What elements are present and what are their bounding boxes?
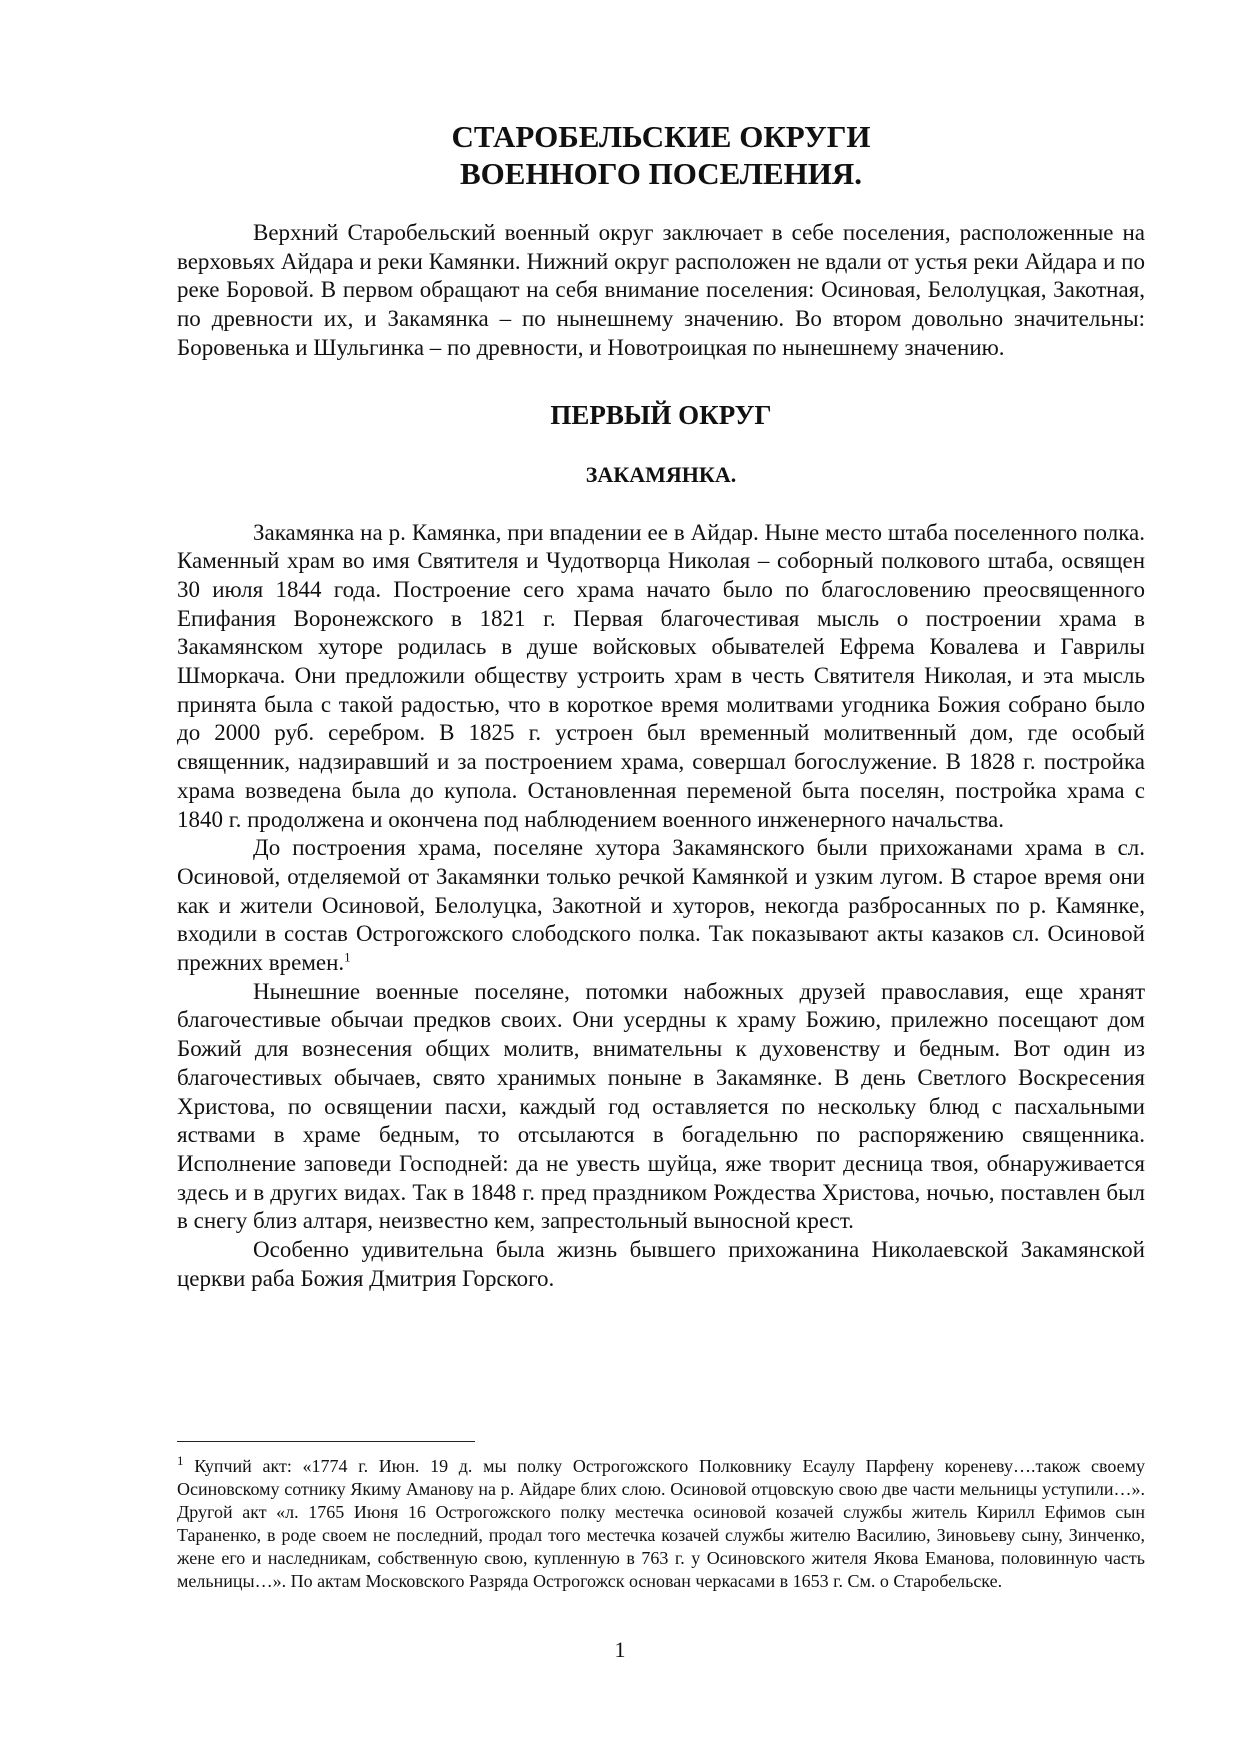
footnote-reference[interactable]: 1	[344, 949, 351, 965]
footnote-text: Купчий акт: «1774 г. Июн. 19 д. мы полку Острогожского Полковнику Есаулу Парфену кореневу….також своему Осиновскому сотнику Якиму Аманову на р. Айдаре блих слою. Осиновой отцовскую свою две части мельницы уступили…». Другой акт «л. 1765 Июня 16 Острогожского полку местечка осиновой козачей службы житель Кирилл Ефимов сын Тараненко, в роде своем не последний, продал того местечка козачей службы жителю Василию, Зиновьеву сыну, Зинченко, жене его и наследникам, собственную свою, купленную в 763 г. у Осиновского жителя Якова Еманова, половинную часть мельницы…». По актам Московского Разряда Острогожск основан черкасами в 1653 г. См. о Старобельске.	[177, 1456, 1145, 1591]
title-line-2: ВОЕННОГО ПОСЕЛЕНИЯ.	[459, 156, 863, 191]
intro-paragraph: Верхний Старобельский военный округ заключает в себе поселения, расположенные на верховьях Айдара и реки Камянки. Нижний округ расположен не вдали от устья реки Айдара и по реке Боровой. В первом обращают на себя внимание поселения: Осиновая, Белолуцкая, Закотная, по древности их, и Закамянка – по нынешнему значению. Во втором довольно значительны: Боровенька и Шульгинка – по древности, и Новотроицкая по нынешнему значению.	[177, 220, 1145, 360]
subsection-title: ЗАКАМЯНКА.	[585, 461, 737, 487]
paragraph-2-text: До построения храма, поселяне хутора Закамянского были прихожанами храма в сл. Осиновой, отделяемой от Закамянки только речкой Камянкой и узким лугом. В старое время они как и жители Осиновой, Белолуцка, Закотной и хуторов, некогда разбросанных по р. Камянке, входили в состав Острогожского слободского полка. Так показывают акты казаков сл. Осиновой прежних времен.	[177, 835, 1145, 976]
paragraph-2	[177, 834, 1145, 978]
page-body	[177, 118, 1145, 1294]
document-title	[177, 118, 1145, 192]
paragraph-3: Нынешние военные поселяне, потомки набожных друзей православия, еще хранят благочестивые обычаи предков своих. Они усердны к храму Божию, прилежно посещают дом Божий для вознесения общих молитв, внимательны к духовенству и бедным. Вот один из благочестивых обычаев, свято хранимых поныне в Закамянке. В день Светлого Воскресения Христова, по освящении пасхи, каждый год оставляется по нескольку блюд с пасхальными яствами в храме бедным, то отсылаются в богадельню по распоряжению священника. Исполнение заповеди Господней: да не увесть шуйца, яже творит десница твоя, обнаруживается здесь и в других видах. Так в 1848 г. пред праздником Рождества Христова, ночью, поставлен был в снегу близ алтаря, неизвестно кем, запрестольный выносной крест.	[177, 978, 1145, 1234]
footnote	[177, 1455, 1145, 1593]
paragraph-1: Закамянка на р. Камянка, при впадении ее в Айдар. Ныне место штаба поселенного полка. Каменный храм во имя Святителя и Чудотворца Николая – соборный полкового штаба, освящен 30 июля 1844 года. Построение сего храма начато было по благословению преосвященного Епифания Воронежского в 1821 г. Первая благочестивая мысль о построении храма в Закамянском хуторе родилась в душе войсковых обывателей Ефрема Ковалева и Гаврилы Шморкача. Они предложили обществу устроить храм в честь Святителя Николая, и эта мысль принята была с такой радостью, что в короткое время молитвами угодника Божия собрано было до 2000 руб. серебром. В 1825 г. устроен был временный молитвенный дом, где особый священник, надзиравший и за построением храма, совершал богослужение. В 1828 г. постройка храма возведена была до купола. Остановленная переменой быта поселян, постройка храма с 1840 г. продолжена и окончена под наблюдением военного инженерного начальства.	[177, 519, 1145, 832]
title-line-1: СТАРОБЕЛЬСКИЕ ОКРУГИ	[451, 119, 871, 154]
paragraph-4: Особенно удивительна была жизнь бывшего прихожанина Николаевской Закамянской церкви раба Божия Дмитрия Горского.	[177, 1237, 1145, 1291]
footnote-separator	[177, 1441, 475, 1442]
section-title: ПЕРВЫЙ ОКРУГ	[550, 399, 772, 430]
footnote-number: 1	[177, 1453, 184, 1468]
page-number: 1	[614, 1637, 626, 1662]
